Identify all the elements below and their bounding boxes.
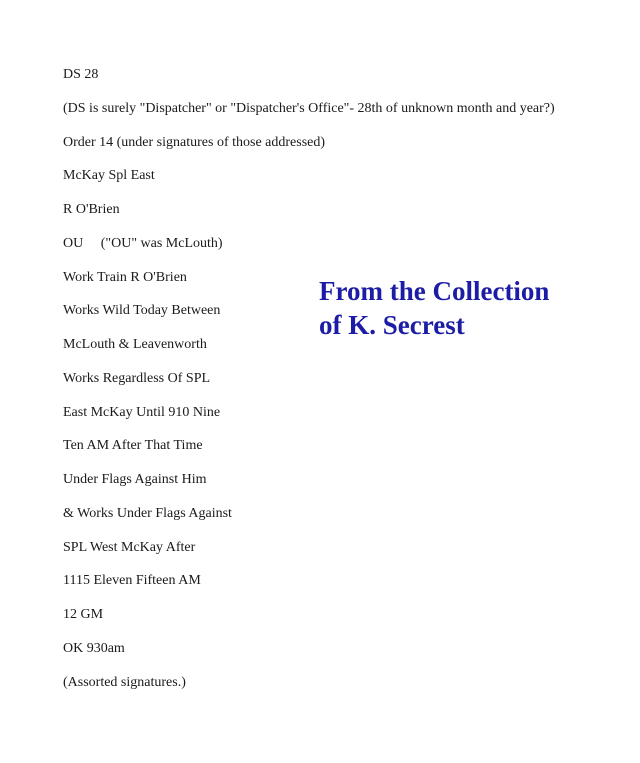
collection-watermark	[319, 274, 549, 342]
order-line: McKay Spl East	[63, 168, 155, 184]
order-line-number: Order 14 (under signatures of those addressed)	[63, 134, 326, 150]
order-line-signatures: (Assorted signatures.)	[63, 674, 186, 690]
order-line: R O'Brien	[63, 202, 120, 217]
order-line-note: (DS is surely "Dispatcher" or "Dispatcher's Office"- 28th of unknown month and year?)	[63, 100, 555, 116]
order-line: SPL West McKay After	[63, 539, 196, 555]
order-line: OK 930am	[63, 640, 125, 656]
order-line: Work Train R O'Brien	[63, 269, 187, 285]
order-line: Ten AM After That Time	[63, 438, 203, 454]
order-line: 12 GM	[63, 607, 104, 622]
order-line: East McKay Until 910 Nine	[63, 404, 221, 420]
order-line: Under Flags Against Him	[63, 472, 207, 487]
watermark-line-2: of K. Secrest	[319, 310, 465, 340]
order-line: Works Wild Today Between	[63, 303, 221, 319]
order-line: & Works Under Flags Against	[63, 505, 232, 521]
watermark-line-1: From the Collection	[319, 276, 550, 306]
order-line-ds: DS 28	[63, 67, 99, 82]
order-line: Works Regardless Of SPL	[63, 370, 211, 386]
order-line: McLouth & Leavenworth	[63, 337, 207, 352]
order-line: OU ("OU" was McLouth)	[63, 235, 223, 251]
train-order-text	[63, 67, 555, 708]
order-line: 1115 Eleven Fifteen AM	[63, 573, 201, 589]
